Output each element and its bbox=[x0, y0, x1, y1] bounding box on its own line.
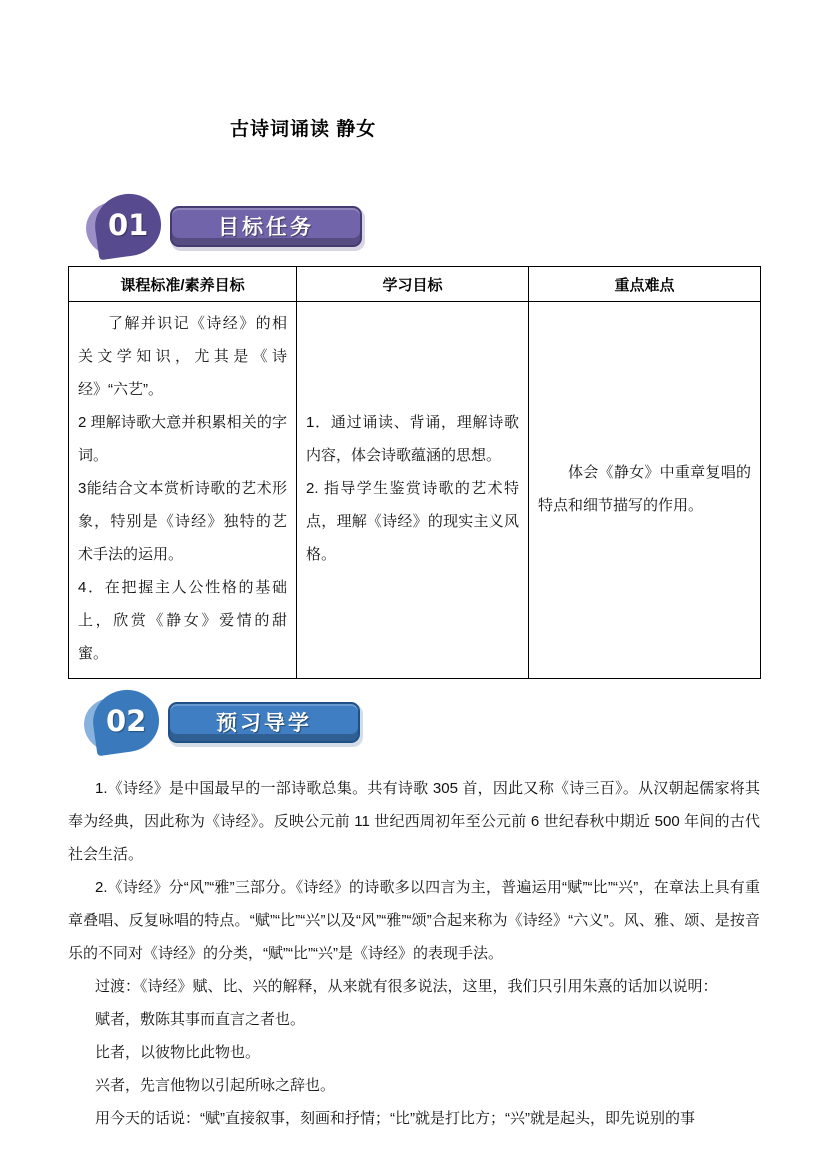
page-title: 古诗词诵读 静女 bbox=[230, 119, 377, 140]
section-header-goals bbox=[86, 193, 760, 259]
badge-circle bbox=[91, 190, 165, 261]
section-header-preview bbox=[84, 689, 760, 755]
study-paragraph: 比者，以彼物比此物也。 bbox=[95, 1044, 261, 1061]
table-header-row bbox=[69, 267, 761, 302]
badge-circle bbox=[89, 686, 163, 757]
study-paragraph: 用今天的话说：“赋”直接叙事，刻画和抒情；“比”就是打比方；“兴”就是起头，即先说别的事 bbox=[95, 1110, 695, 1127]
study-paragraph: 兴者，先言他物以引起所咏之辞也。 bbox=[95, 1077, 336, 1094]
keypoints-item: 体会《静女》中重章复唱的特点和细节描写的作用。 bbox=[538, 463, 751, 514]
goals-table bbox=[68, 266, 761, 679]
column-header-keypoints: 重点难点 bbox=[529, 267, 761, 302]
objectives-item: 1．通过诵读、背诵，理解诗歌内容，体会诗歌蕴涵的思想。 bbox=[306, 414, 519, 464]
standards-item: 了解并识记《诗经》的相关文学知识，尤其是《诗经》“六艺”。 bbox=[78, 315, 287, 398]
study-paragraph: 1.《诗经》是中国最早的一部诗歌总集。共有诗歌 305 首，因此又称《诗三百》。从汉朝起儒家将其奉为经典，因此称为《诗经》。反映公元前 11 世纪西周初年至公元前 6 世纪春秋中期近 500 年间的古代社会生活。 bbox=[68, 780, 760, 863]
preview-study-text bbox=[68, 772, 760, 1135]
section-02-badge bbox=[84, 689, 164, 755]
column-header-standards: 课程标准/素养目标 bbox=[69, 267, 297, 302]
cell-objectives bbox=[297, 302, 529, 679]
table-body-row bbox=[69, 302, 761, 679]
section-01-heading: 目标任务 bbox=[218, 216, 314, 239]
standards-item: 4．在把握主人公性格的基础上，欣赏《静女》爱情的甜蜜。 bbox=[78, 579, 287, 662]
section-02-number: 02 bbox=[105, 704, 147, 739]
section-02-heading: 预习导学 bbox=[216, 712, 312, 735]
study-paragraph: 赋者，敷陈其事而直言之者也。 bbox=[95, 1011, 306, 1028]
cell-standards bbox=[69, 302, 297, 679]
cell-keypoints bbox=[529, 302, 761, 679]
column-header-objectives: 学习目标 bbox=[297, 267, 529, 302]
standards-item: 3能结合文本赏析诗歌的艺术形象，特别是《诗经》独特的艺术手法的运用。 bbox=[78, 480, 287, 563]
section-01-number: 01 bbox=[107, 208, 149, 243]
study-paragraph: 过渡：《诗经》赋、比、兴的解释，从来就有很多说法，这里，我们只引用朱熹的话加以说明： bbox=[95, 978, 718, 995]
objectives-item: 2. 指导学生鉴赏诗歌的艺术特点，理解《诗经》的现实主义风格。 bbox=[306, 480, 519, 563]
section-02-banner bbox=[168, 702, 360, 743]
standards-item: 2 理解诗歌大意并积累相关的字词。 bbox=[78, 414, 287, 464]
section-01-banner bbox=[170, 206, 362, 247]
section-01-badge bbox=[86, 193, 166, 259]
study-paragraph: 2.《诗经》分“风”“雅”三部分。《诗经》的诗歌多以四言为主，普遍运用“赋”“比”“兴”，在章法上具有重章叠唱、反复咏唱的特点。“赋”“比”“兴”以及“风”“雅”“颂”合起来称为《诗经》“六义”。风、雅、颂、是按音乐的不同对《诗经》的分类，“赋”“比”“兴”是《诗经》的表现手法。 bbox=[68, 879, 760, 962]
